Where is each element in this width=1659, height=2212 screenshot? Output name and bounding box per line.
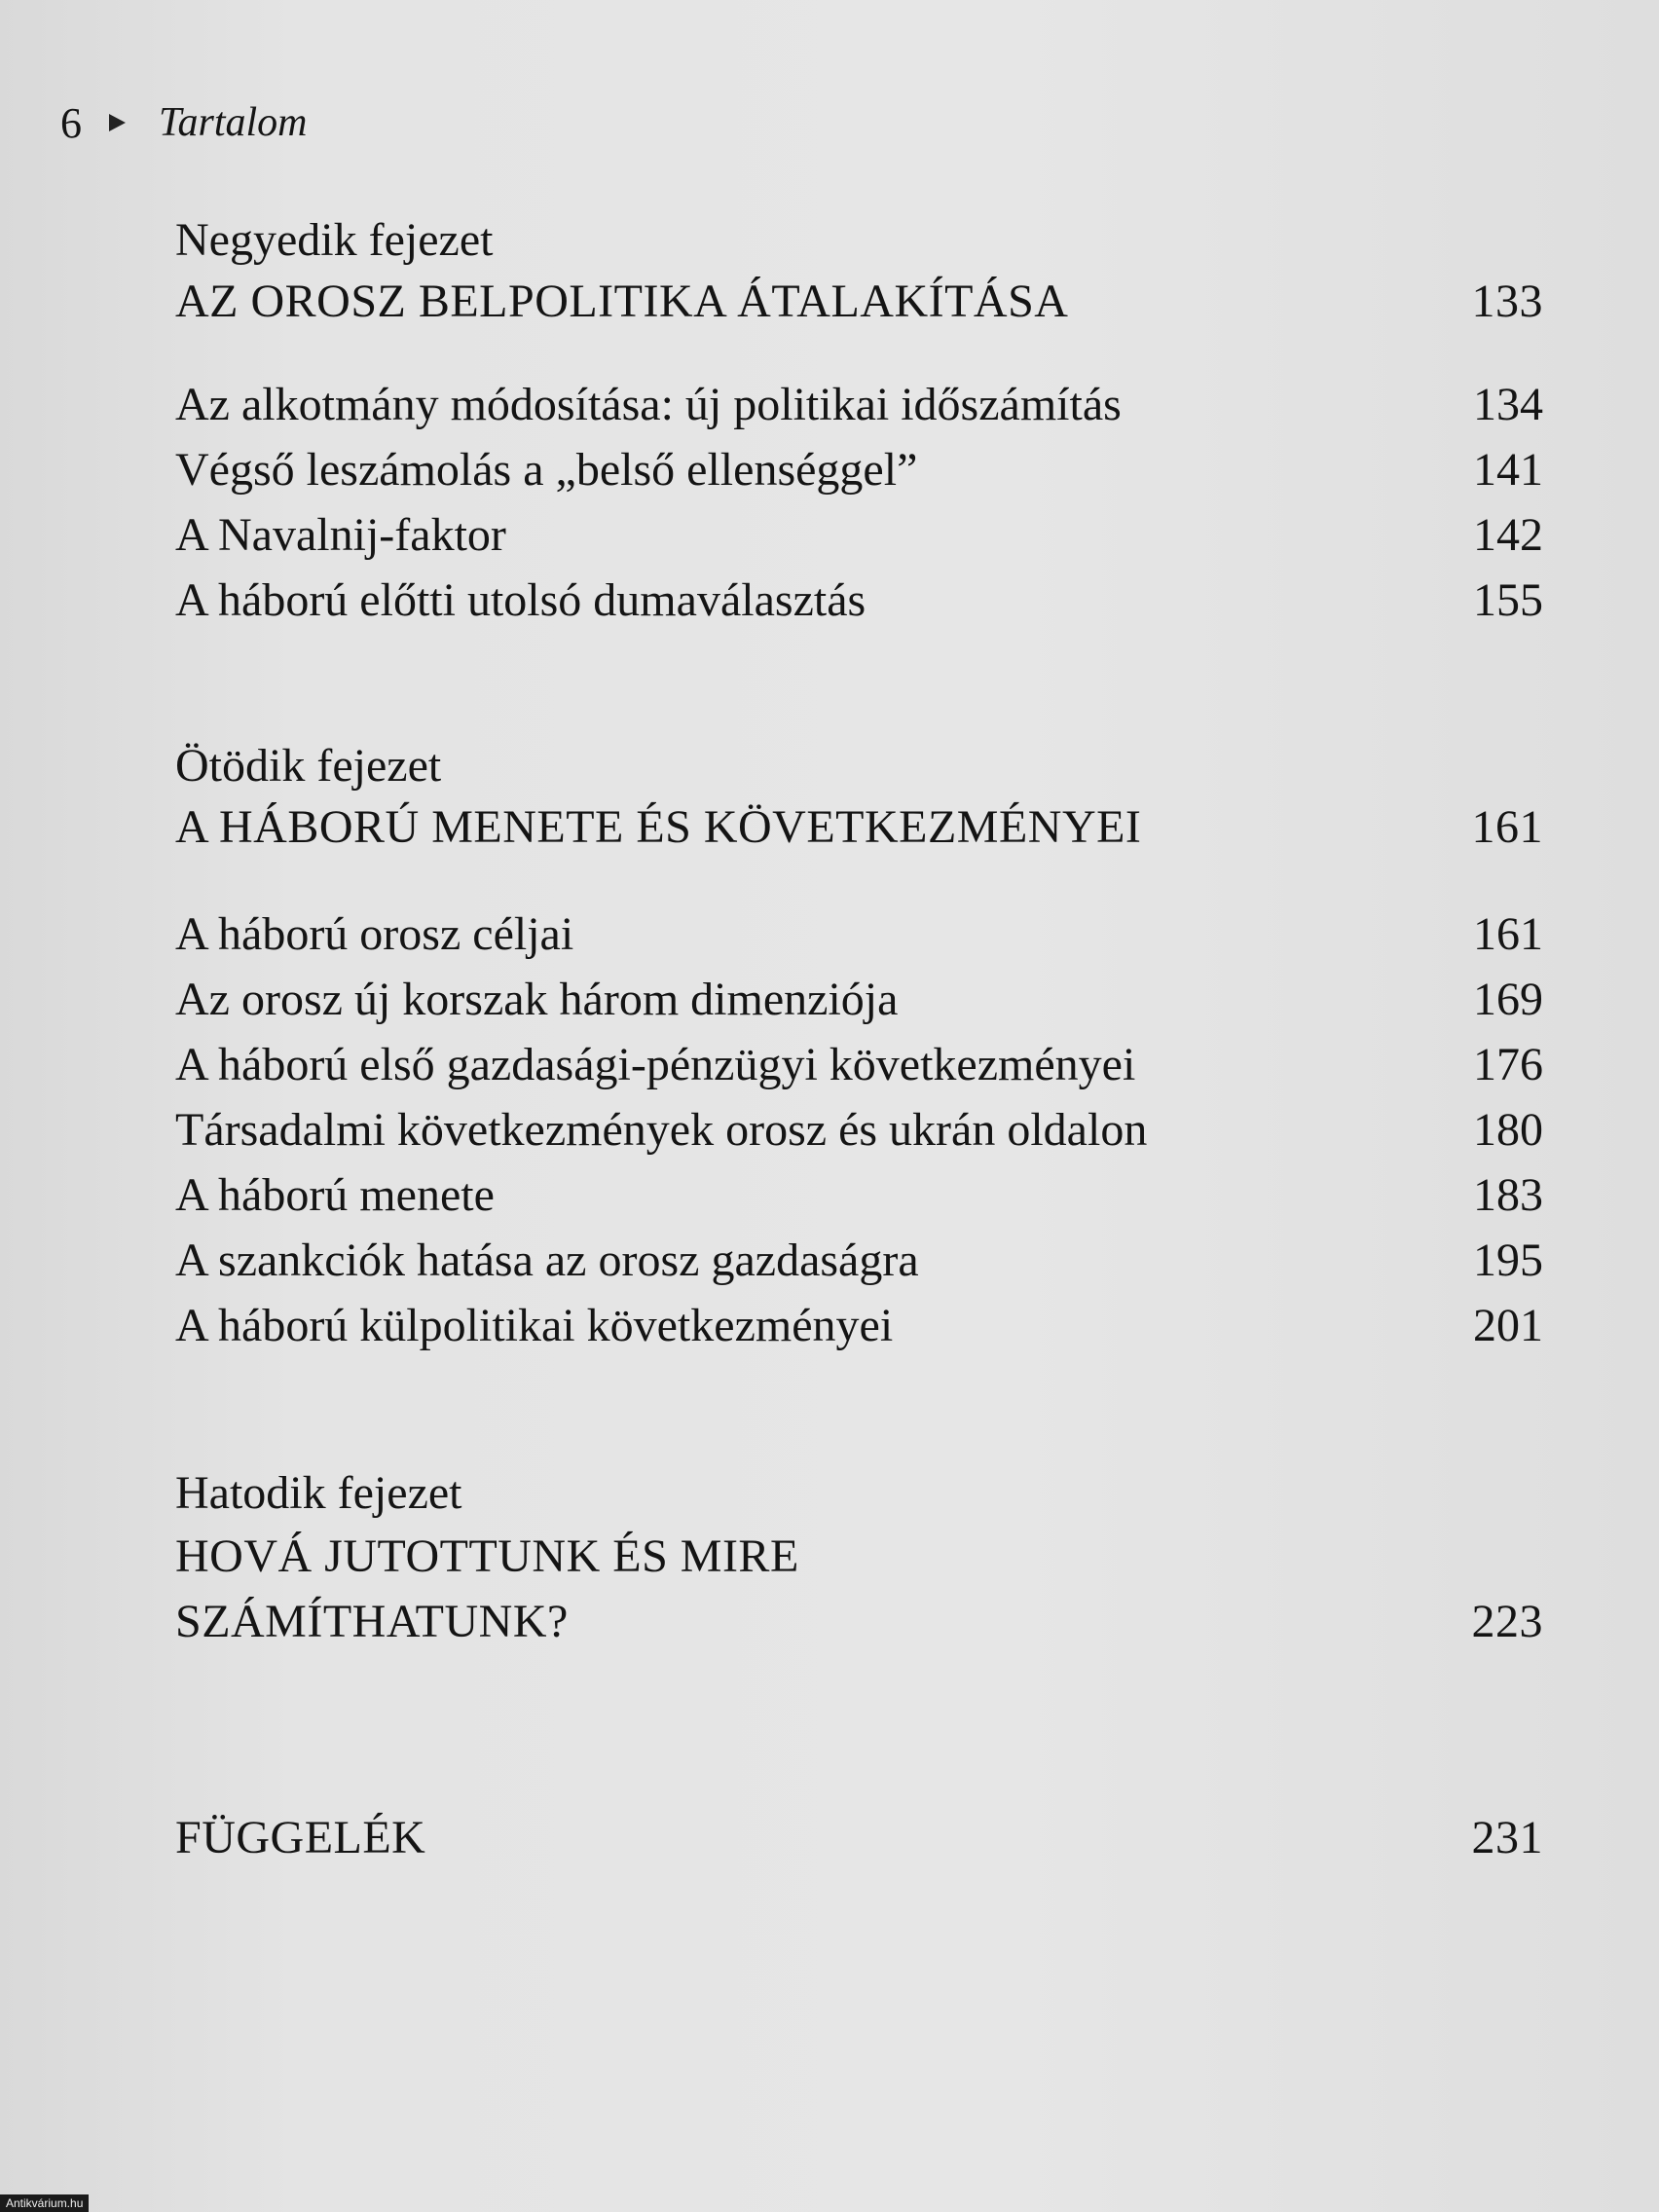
running-head (60, 93, 308, 152)
watermark-label: Antikvárium.hu (0, 2194, 89, 2212)
toc-entry-title: Az alkotmány módosítása: új politikai időszámítás (175, 379, 1122, 430)
chapter-title (175, 796, 1543, 859)
toc-entry (175, 570, 1543, 632)
chapter-title (175, 1526, 1543, 1588)
chapter-title-text: SZÁMÍTHATUNK? (175, 1596, 569, 1647)
toc-entry (175, 374, 1543, 436)
chapter-label: Hatodik fejezet (175, 1467, 462, 1519)
appendix-title: FÜGGELÉK (175, 1812, 426, 1863)
toc-entry-title: Társadalmi következmények orosz és ukrán oldalon (175, 1104, 1148, 1156)
chapter-page: 133 (1471, 276, 1543, 327)
arrow-right-icon (109, 114, 126, 131)
page-number: 6 (60, 98, 82, 147)
toc-entry-title: A háború külpolitikai következményei (175, 1300, 894, 1351)
toc-entry (175, 969, 1543, 1031)
toc-entry (175, 1164, 1543, 1227)
chapter-title (175, 271, 1543, 333)
toc-entry (175, 1295, 1543, 1357)
toc-entry (175, 1099, 1543, 1161)
chapter-label: Ötödik fejezet (175, 740, 442, 792)
chapter-page: 161 (1471, 801, 1543, 853)
toc-entry-title: A háború menete (175, 1169, 495, 1221)
toc-entry-title: A szankciók hatása az orosz gazdaságra (175, 1235, 919, 1286)
toc-entry (175, 439, 1543, 501)
toc-entry-page: 141 (1473, 444, 1543, 496)
toc-entry-page: 180 (1473, 1104, 1543, 1156)
toc-entry-page: 195 (1473, 1235, 1543, 1286)
toc-entry-title: A háború orosz céljai (175, 908, 574, 960)
toc-entry (175, 1034, 1543, 1096)
chapter-title-text: HOVÁ JUTOTTUNK ÉS MIRE (175, 1530, 799, 1582)
toc-entry (175, 1230, 1543, 1292)
toc-entry-page: 169 (1473, 974, 1543, 1025)
toc-entry-title: Végső leszámolás a „belső ellenséggel” (175, 444, 918, 496)
toc-entry-title: A háború előtti utolsó dumaválasztás (175, 574, 866, 626)
toc-entry-page: 134 (1473, 379, 1543, 430)
toc-entry-title: Az orosz új korszak három dimenziója (175, 974, 899, 1025)
toc-entry (175, 504, 1543, 567)
appendix (175, 1807, 1543, 1869)
appendix-page: 231 (1471, 1812, 1543, 1863)
toc-entry-page: 155 (1473, 574, 1543, 626)
toc-entry-title: A háború első gazdasági-pénzügyi következményei (175, 1039, 1136, 1090)
running-head-title: Tartalom (159, 100, 308, 145)
chapter-title (175, 1591, 1543, 1653)
toc-entry-title: A Navalnij-faktor (175, 509, 506, 561)
chapter-page: 223 (1471, 1596, 1543, 1647)
toc-entry-page: 161 (1473, 908, 1543, 960)
chapter-label: Negyedik fejezet (175, 214, 494, 266)
chapter-title-text: AZ OROSZ BELPOLITIKA ÁTALAKÍTÁSA (175, 276, 1069, 327)
toc-entry-page: 142 (1473, 509, 1543, 561)
toc-entry-page: 201 (1473, 1300, 1543, 1351)
toc-entry (175, 903, 1543, 966)
toc-entry-page: 176 (1473, 1039, 1543, 1090)
chapter-title-text: A HÁBORÚ MENETE ÉS KÖVETKEZMÉNYEI (175, 801, 1142, 853)
toc-entry-page: 183 (1473, 1169, 1543, 1221)
